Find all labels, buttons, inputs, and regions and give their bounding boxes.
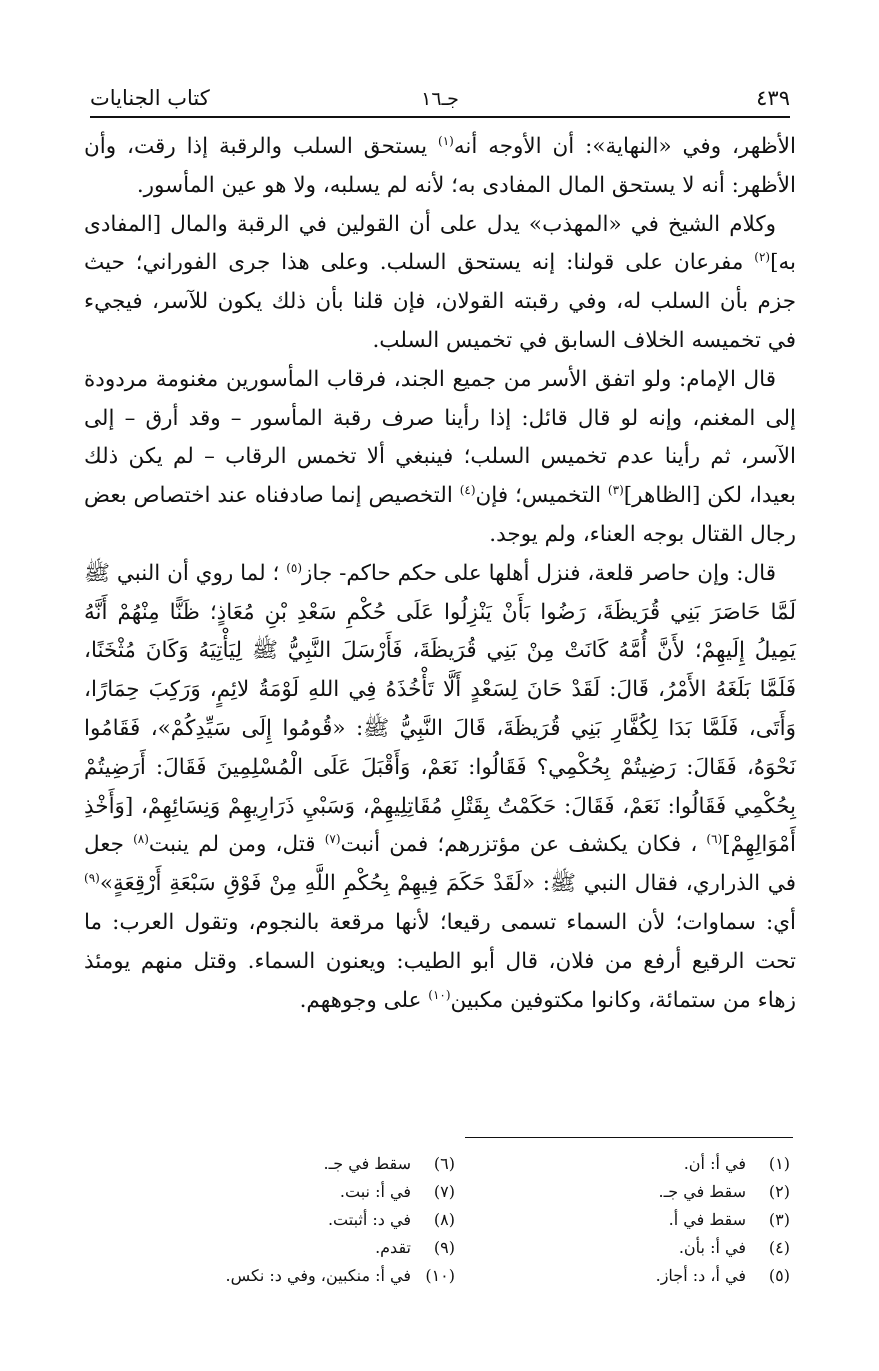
paragraph: قال: وإن حاصر قلعة، فنزل أهلها على حكم حاكم- جاز$^{(٥)}$ ؛ لما روي أن النبي ﷺ لَمَّا حَاصَرَ بَنِي قُرَيظَةَ، رَضُوا بَأَنْ يَنْزِلُوا عَلَى حُكْمِ سَعْدِ بْنِ مُعَاذٍ؛ ظَنًّا مِنْهُمْ أَنَّهُ يَمِيلُ إِلَيهِمْ؛ لأَنَّ أُمَّهُ كَانَتْ مِنْ بَنِي قُرَيظَةَ، فَأَرْسَلَ النَّبِيُّ ﷺ لِيَأْتِيَهُ وَكَانَ مُثْخَنًا، فَلَمَّا بَلَغَهُ الأَمْرُ، قَالَ: لَقَدْ حَانَ لِسَعْدٍ أَلَّا تَأْخُذَهُ فِي اللهِ لَوْمَةُ لائِمٍ، وَرَكِبَ حِمَارًا، وَأَتَى، فَلَمَّا بَدَا لِكُفَّارِ بَنِي قُرَيظَةَ، قَالَ النَّبِيُّ ﷺ: «قُومُوا إِلَى سَيِّدِكُمْ»، فَقَامُوا نَحْوَهُ، فَقَالَ: رَضِيتُمْ بِحُكْمِي؟ فَقَالُوا: نَعَمْ، وَأَقْبَلَ عَلَى الْمُسْلِمِينَ فَقَالَ: أَرَضِيتُمْ بِحُكْمِي فَقَالُوا: نَعَمْ، فَقَالَ: حَكَمْتُ بِقَتْلِ مُقَاتِلِيهِمْ، وَسَبْيِ ذَرَارِيهِمْ وَنِسَائِهِمْ، [وَأَخْذِ أَمْوَالِهِمْ]$^{(٦)}$ ، فكان يكشف عن مؤتزرهم؛ فمن أنبت$^{(٧)}$ قتل، ومن لم ينبت$^{(٨)}$ جعل في الذراري، فقال النبي ﷺ: «لَقَدْ حَكَمَ فِيهِمْ بِحُكْمِ اللَّهِ مِنْ فَوْقِ سَبْعَةِ أَرْقِعَةٍ»$^{(٩)}$ أي: سماوات؛ لأن السماء تسمى رقيعا؛ لأنها مرقعة بالنجوم، وتقول العرب: ما تحت الرقيع أرفع من فلان، قال أبو الطيب: ويعنون السماء. وقتل منهم يومئذ زهاء من ستمائة، وكانوا مكتوفين مكبين$^{(١٠)}$ على وجوههم. bbox=[84, 560, 796, 1013]
main-text bbox=[84, 128, 796, 1020]
footnote: (٢)سقط في جـ. bbox=[658, 1182, 790, 1201]
footnote: (١٠)في أ: منكبين، وفي د: نكس. bbox=[225, 1266, 455, 1285]
footnote-ref: (١) bbox=[438, 133, 454, 148]
footnote: (٥)في أ، د: أجاز. bbox=[655, 1266, 790, 1285]
footnote: (١)في أ: أن. bbox=[683, 1154, 790, 1173]
footnote: (٩)تقدم. bbox=[375, 1238, 455, 1257]
page-number: ٤٣٩ bbox=[756, 86, 790, 110]
footnote: (٦)سقط في جـ. bbox=[323, 1154, 455, 1173]
footnote-ref: (٩) bbox=[84, 870, 100, 885]
footnote-ref: (٦) bbox=[706, 832, 723, 847]
footnotes bbox=[120, 1150, 790, 1290]
footnote: (٧)في أ: نبت. bbox=[339, 1182, 455, 1201]
footnotes-left-column bbox=[120, 1150, 455, 1290]
footnote-ref: (٧) bbox=[324, 832, 341, 847]
footnote-ref: (٨) bbox=[133, 832, 149, 847]
footnote-ref: (٣) bbox=[607, 483, 624, 498]
footnote: (٨)في د: أثبتت. bbox=[327, 1210, 455, 1229]
footnote: (٤)في أ: بأن. bbox=[678, 1238, 790, 1257]
footnotes-right-column bbox=[455, 1150, 790, 1290]
paragraph: وكلام الشيخ في «المهذب» يدل على أن القولين في الرقبة والمال [المفادى به]$^{(٢)}$ مفرعان على قولنا: إنه يستحق السلب. وعلى هذا جرى الفوراني؛ حيث جزم بأن السلب له، وفي رقبته القولان، فإن قلنا بأن ذلك يكون للآسر، فيجيء في تخميسه الخلاف السابق في تخميس السلب. bbox=[84, 211, 796, 353]
footnote-divider bbox=[465, 1137, 793, 1138]
footnote-ref: (٥) bbox=[286, 560, 303, 575]
footnote: (٣)سقط في أ. bbox=[668, 1210, 790, 1229]
footnote-ref: (٤) bbox=[459, 483, 476, 498]
footnote-ref: (٢) bbox=[754, 250, 771, 265]
footnote-ref: (١٠) bbox=[428, 987, 451, 1002]
header-divider bbox=[90, 116, 790, 118]
paragraph: الأظهر، وفي «النهاية»: أن الأوجه أنه$^{(١)}$ يستحق السلب والرقبة إذا رقت، وأن الأظهر: أنه لا يستحق المال المفادى به؛ لأنه لم يسلبه، ولا هو عين المأسور. bbox=[84, 133, 797, 198]
volume-label: جـ١٦ bbox=[421, 88, 459, 110]
page-header bbox=[90, 70, 790, 110]
book-title: كتاب الجنايات bbox=[90, 86, 210, 110]
paragraph: قال الإمام: ولو اتفق الأسر من جميع الجند، فرقاب المأسورين مغنومة مردودة إلى المغنم، وإنه لو قال قائل: إذا رأينا صرف رقبة المأسور – وقد أرق – إلى الآسر، ثم رأينا عدم تخميس السلب؛ فينبغي ألا تخمس الرقاب – لم يكن ذلك بعيدا، لكن [الظاهر]$^{(٣)}$ التخميس؛ فإن$^{(٤)}$ التخصيص إنما صادفناه عند اختصاص بعض رجال القتال بوجه العناء، ولم يوجد. bbox=[84, 366, 796, 547]
